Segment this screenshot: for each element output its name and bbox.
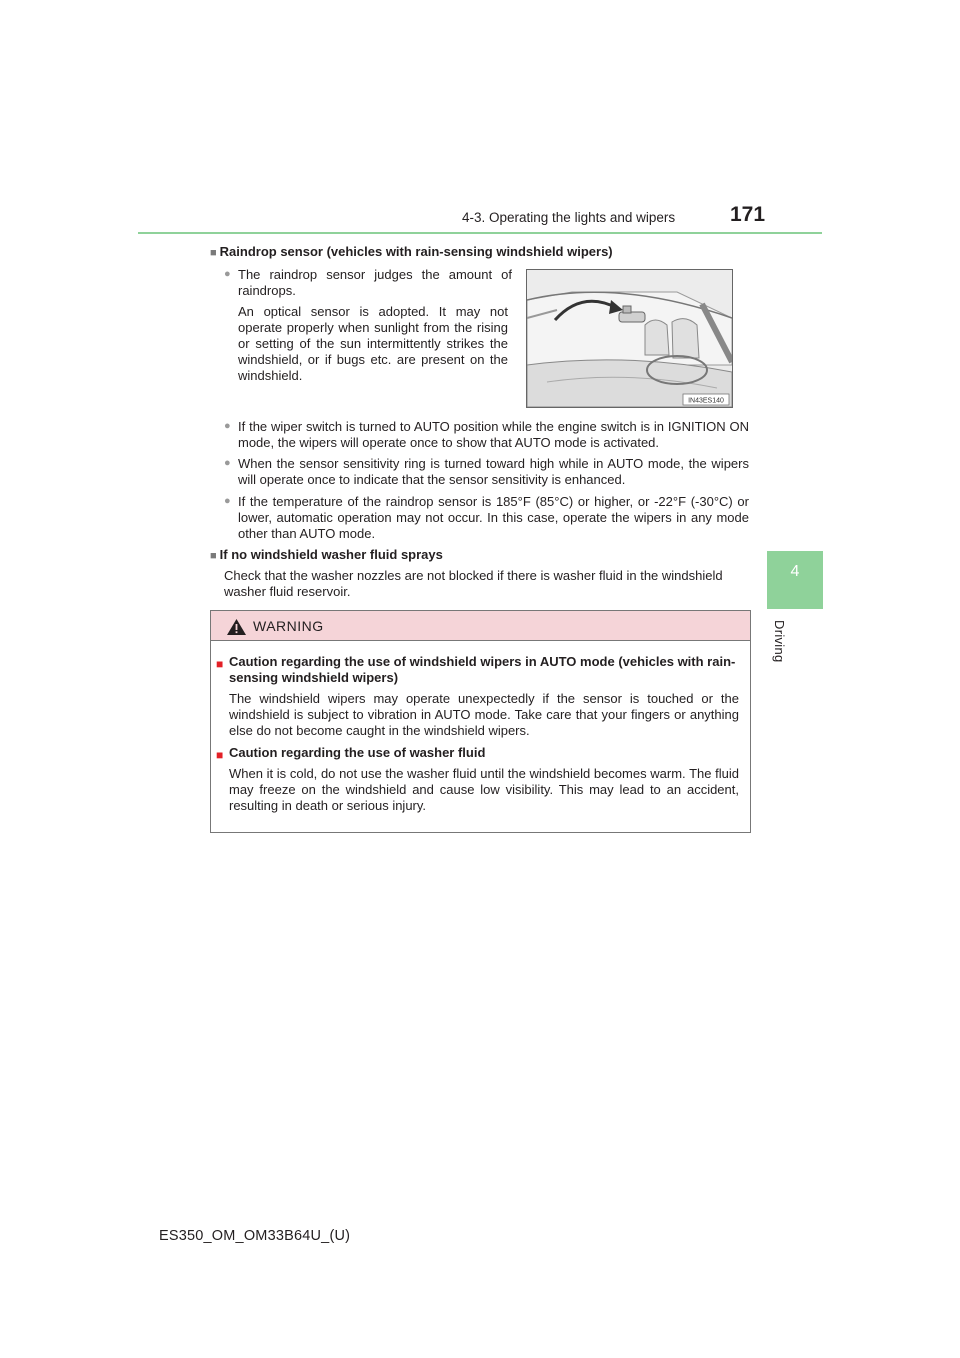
header-rule — [138, 232, 822, 234]
raindrop-bullet-1-detail: An optical sensor is adopted. It may not operate properly when sunlight from the rising or setting of the sun intermittently strikes the windshield, or if bugs etc. are present on the windshield. — [238, 304, 508, 383]
square-bullet-icon: ■ — [210, 550, 217, 562]
chapter-number: 4 — [790, 563, 800, 580]
car-interior-icon — [527, 270, 732, 407]
square-bullet-icon: ■ — [216, 657, 224, 671]
square-bullet-icon: ■ — [216, 748, 224, 762]
warning-item-1-heading: Caution regarding the use of windshield wipers in AUTO mode (vehicles with rain-sensing windshield wipers) — [229, 654, 736, 685]
warning-title: WARNING — [253, 618, 324, 634]
raindrop-bullet-3: When the sensor sensitivity ring is turned toward high while in AUTO mode, the wipers will operate once to indicate that the sensor sensitivity is enhanced. — [238, 456, 749, 487]
image-code: IN43ES140 — [688, 397, 724, 405]
raindrop-heading: ■ Raindrop sensor (vehicles with rain-sensing windshield wipers) — [210, 244, 613, 259]
circle-bullet-icon: ● — [224, 495, 231, 507]
circle-bullet-icon: ● — [224, 420, 231, 432]
raindrop-bullet-1: The raindrop sensor judges the amount of raindrops. — [238, 267, 512, 298]
windshield-sensor-illustration — [526, 269, 733, 408]
warning-item-2-heading: Caution regarding the use of washer fluid — [229, 745, 486, 760]
section-title: 4-3. Operating the lights and wipers — [462, 210, 676, 225]
warning-item-1-text: The windshield wipers may operate unexpectedly if the sensor is touched or the windshield is subject to vibration in AUTO mode. Take care that your fingers or anything else do not become caught in the windshield wipers. — [229, 691, 739, 738]
washer-heading: ■ If no windshield washer fluid sprays — [210, 547, 443, 562]
chapter-label: Driving — [772, 620, 787, 663]
document-code: ES350_OM_OM33B64U_(U) — [159, 1228, 351, 1244]
circle-bullet-icon: ● — [224, 457, 231, 469]
page-number: 171 — [730, 203, 766, 226]
raindrop-bullet-4: If the temperature of the raindrop sensor is 185°F (85°C) or higher, or -22°F (-30°C) or lower, automatic operation may not occur. In this case, operate the wipers in any mode other than AUTO mode. — [238, 494, 749, 541]
raindrop-bullet-2: If the wiper switch is turned to AUTO position while the engine switch is in IGNITION ON mode, the wipers will operate once to show that AUTO mode is activated. — [238, 419, 749, 450]
washer-text: Check that the washer nozzles are not blocked if there is washer fluid in the windshield washer fluid reservoir. — [224, 568, 723, 599]
warning-item-2-text: When it is cold, do not use the washer fluid until the windshield becomes warm. The fluid may freeze on the windshield and cause low visibility. This may lead to an accident, resulting in death or serious injury. — [229, 766, 739, 813]
warning-header — [211, 611, 750, 641]
warning-box — [210, 610, 751, 833]
circle-bullet-icon: ● — [224, 268, 231, 280]
warning-triangle-icon — [226, 618, 247, 636]
square-bullet-icon: ■ — [210, 247, 217, 259]
